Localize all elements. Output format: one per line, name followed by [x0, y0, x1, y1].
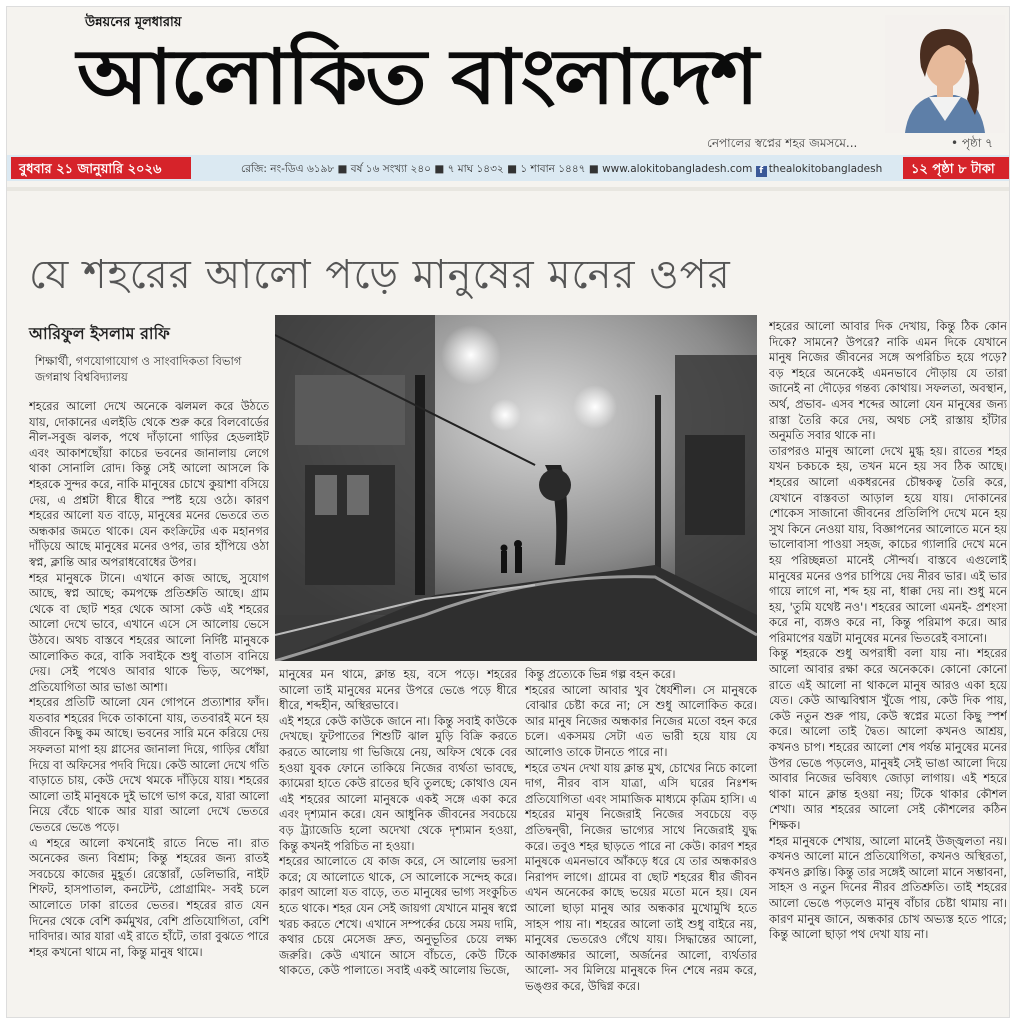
promo-page-number: • পৃষ্ঠা ৭ — [951, 136, 993, 150]
paragraph: তারপরও মানুষ আলো দেখে মুগ্ধ হয়। রাতের শহর যখন চকচকে হয়, তখন মনে হয় সব ঠিক আছে। শহরের আলো একধরনের চৌম্বকত্ব তৈরি করে, যেখানে বাস্তবতা আড়াল হয়ে যায়। দোকানের শোকেস সাজানো জীবনের প্রতিলিপি দেখে মনে হয় সুখ কিনে নেওয়া যায়, বিজ্ঞাপনের আলোতে মনে হয় ভালোবাসা পাওয়া সহজ, কাচের গ্যালারি দেখে মনে হয় পরিচ্ছন্নতা মানেই সৌন্দর্য। বাস্তবে এগুলোই মানুষের মনের ওপর চাপিয়ে দেয় নীরব ভার। এই ভার গায়ে লাগে না, শব্দ হয় না, ধাক্কা দেয় না। শুধু মনে হয়, 'তুমি যথেষ্ট নও'। শহরের আলো এমনই- প্রশংসা করে না, ব্যঙ্গও করে না, কিন্তু পরিমাপ করে। আর পরিমাপের যন্ত্রটা মানুষের মনের ভিতরেই বসানো। — [769, 443, 1007, 645]
author-name: আরিফুল ইসলাম রাফি — [29, 324, 170, 343]
paragraph: শহরে তখন দেখা যায় ক্লান্ত মুখ, চোখের নিচে কালো দাগ, নীরব বাস যাত্রা, এসি ঘরের নিঃশব্দ প্রতিযোগিতা এবং সামাজিক মাধ্যমে কৃত্রিম হাসি। এ শহরের মানুষ নিজেরাই নিজের সবচেয়ে বড় প্রতিদ্বন্দ্বী, নিজের ভাগ্যের সাথে নিজেরাই যুদ্ধ করে। তবুও শহর ছাড়তে পারে না কেউ। কারণ শহর মানুষকে এমনভাবে আঁকড়ে ধরে যে তার অন্ধকারও নিরাপদ লাগে। গ্রামের বা ছোট শহরের ধীর জীবন এখন অনেকের কাছে ভয়ের মতো মনে হয়। যেন আলো ছাড়া মানুষ আর অন্ধকার মুখোমুখি হতে সাহস পায় না। শহরের আলো তাই শুধু বাইরে নয়, মানুষের ভেতরেও গেঁথে যায়। সিদ্ধান্তের আলো, আকাঙ্ক্ষার আলো, অর্জনের আলো, ব্যর্থতার আলো- সব মিলিয়ে মানুষকে দিন শেষে নরম করে, ভঙ্গুর করে, উদ্বিগ্ন করে। — [525, 760, 757, 993]
facebook-handle[interactable]: thealokitobangladesh — [768, 163, 883, 175]
paragraph: শহরের আলো দেখে অনেকে ঝলমল করে উঠতে যায়, দোকানের এলইডি থেকে শুরু করে বিলবোর্ডের নীল-সবুজ ঝলক, পথে দাঁড়ানো গাড়ির হেডলাইট এবং আকাশছোঁয়া কাচের ভবনের জানালায় লেগে থাকা সোনালি রোদ। কিন্তু সেই আলো আসলে কি শহরকে সুন্দর করে, নাকি মানুষের চোখে কুয়াশা বসিয়ে দেয়, এ প্রশ্নটা ধীরে ধীরে স্পষ্ট হয়ে ওঠে। কারণ শহরের আলো যত বাড়ে, মানুষের মনের ভেতরে তত অন্ধকার জমতে থাকে। যেন কংক্রিটের এক মহানগর দাঁড়িয়ে আছে মানুষের মনের ওপর, তার হাঁপিয়ে ওঠা স্বপ্ন, ক্লান্তি আর অপরাধবোধের উপর। — [29, 399, 269, 569]
facebook-icon: f — [756, 166, 767, 177]
article-column-1 — [29, 399, 269, 1018]
paragraph: শহর মানুষকে টানে। এখানে কাজ আছে, সুযোগ আছে, স্বপ্ন আছে; কমপক্ষে প্রতিশ্রুতি আছে। গ্রাম থেকে বা ছোট শহর থেকে আসা কেউ এই শহরের আলো দেখে ভাবে, এখানে এসে সে আলোয় ভেসে উঠবে। অথচ বাস্তবে শহরের আলো নির্দিষ্ট মানুষকে আলোকিত করে, বাকি সবাইকে শুধু বাতাস বানিয়ে দেয়। সেই পথেও আবার থাকে ভিড়, অপেক্ষা, প্রতিযোগিতা আর ভাঙা আশা। — [29, 570, 269, 694]
author-affiliation — [35, 353, 241, 385]
registration-text[interactable]: রেজি: নং-ডিএ ৬১৯৮ ■ বর্ষ ১৬ সংখ্যা ২৪০ ■ ৭ মাঘ ১৪৩২ ■ ১ শাবান ১৪৪৭ ■ www.alokitobangladesh.com — [241, 163, 753, 175]
affiliation-department: শিক্ষার্থী, গণযোগাযোগ ও সাংবাদিকতা বিভাগ — [35, 354, 242, 368]
promo-teaser[interactable]: নেপালের স্বপ্নের শহর জমসমে... — [707, 136, 858, 150]
registration-line — [241, 162, 882, 179]
price-badge: ১২ পৃষ্ঠা ৮ টাকা — [903, 157, 1009, 179]
article-column-3 — [525, 667, 757, 1018]
promo-photo[interactable] — [885, 15, 1005, 133]
article-headline: যে শহরের আলো পড়ে মানুষের মনের ওপর — [29, 252, 731, 298]
paragraph: শহরের আলো আবার দিক দেখায়, কিন্তু ঠিক কোন দিকে? সামনে? উপরে? নাকি এমন দিকে যেখানে মানুষ নিজের জীবনের সঙ্গে অপরিচিত হয়ে পড়ে? বড় শহরে অনেকেই এমনভাবে দৌড়ায় যে তারা জানেই না দৌড়ের গন্তব্য কোথায়। সফলতা, অবস্থান, অর্থ, প্রভাব- এসব শব্দের আলো যেন মানুষের জন্য রাস্তা তৈরি করে দেয়, অথচ সেই রাস্তায় হাঁটার অনুমতি সবার থাকে না। — [769, 319, 1007, 443]
divider — [7, 187, 1010, 191]
paragraph: কিন্তু শহরকে শুধু অপরাধী বলা যায় না। শহরের আলো আবার রক্ষা করে অনেককে। কোনো কোনো রাতে এই আলো না থাকলে মানুষ আরও একা হয়ে যেত। কেউ আত্মবিশ্বাস খুঁজে পায়, কেউ দিক পায়, কেউ নতুন শুরু পায়, কেউ স্বপ্নের মতো কিছু স্পর্শ করে। আলো তাই দ্বৈত। আলো কখনও আশ্রয়, কখনও চাপ। শহরের আলো শেষ পর্যন্ত মানুষের মনের উপর ভেঙে পড়লেও, মানুষই সেই ভাঙা আলো দিয়ে আবার নিজের ভবিষ্যৎ জোড়া লাগায়। এই শহরে থাকা মানে ক্লান্ত হওয়া নয়; টিকে থাকার কৌশল শেখা। আর শহরের আলো সেই কৌশলের কঠিন শিক্ষক। — [769, 646, 1007, 832]
newspaper-page — [6, 6, 1010, 1018]
paragraph: মানুষের মন থামে, ক্লান্ত হয়, বসে পড়ে। শহরের আলো তাই মানুষের মনের উপরে ভেঙে পড়ে ধীরে ধীরে, শব্দহীন, অস্থিরভাবে। — [279, 667, 517, 713]
paragraph: কিন্তু প্রত্যেকে ভিন্ন গল্প বহন করে। — [525, 667, 676, 681]
paragraph: শহরের আলো আবার খুব ধৈর্যশীল। সে মানুষকে বোঝার চেষ্টা করে না; সে শুধু আলোকিত করে। আর মানুষ নিজের অন্ধকার নিজের মতো বহন করে চলে। একসময় সেটা এত ভারী হয়ে যায় যে আলোও তাকে টানতে পারে না। — [525, 682, 757, 759]
article-column-2 — [279, 667, 517, 1018]
affiliation-university: জগন্নাথ বিশ্ববিদ্যালয় — [35, 370, 128, 384]
paragraph: এ শহরে আলো কখনোই রাতে নিভে না। রাত অনেকের জন্য বিশ্রাম; কিন্তু শহরের জন্য রাতই সবচেয়ে কাজের মুহূর্ত। রেস্তোরাঁ, ডেলিভারি, নাইট শিফট, হাসপাতাল, কনটেন্ট, প্রোগ্রামিং- সবই চলে আলোতে ঢাকা রাতের ভেতর। শহরের রাত যেন দিনের থেকে বেশি কর্মমুখর, বেশি প্রতিযোগিতা, বেশি দাবিদার। আর যারা এই রাতে হাঁটে, তারা বুঝতে পারে শহর কখনো থামে না, কিন্তু মানুষ থামে। — [29, 835, 269, 959]
paragraph: শহরের প্রতিটি আলো যেন গোপনে প্রত্যাশার ফাঁদ। যতবার শহরের দিকে তাকানো যায়, ততবারই মনে হয় জীবনে কিছু কম আছে। ভবনের সারি মনে করিয়ে দেয় সফলতা মাপা হয় গ্লাসের জানালা দিয়ে, গাড়ির ধোঁয়া দিয়ে বা অফিসের পদবি দিয়ে। কেউ আলো দেখে গতি বাড়াতে চায়, কেউ দেখে থমকে দাঁড়িয়ে যায়। শহরের আলো তাই মানুষকে দুই ভাগে ভাগ করে, যারা আলো নিয়ে বেঁচে থাকে আর যারা আলো দেখে ভেতরে ভেতরে ভেঙে পড়ে। — [29, 695, 269, 835]
masthead-tagline: উন্নয়নের মূলধারায় — [85, 15, 182, 30]
newspaper-logo[interactable] — [77, 21, 837, 133]
article-column-4 — [769, 319, 1007, 1018]
paragraph: শহর মানুষকে শেখায়, আলো মানেই উজ্জ্বলতা নয়। কখনও আলো মানে প্রতিযোগিতা, কখনও অস্থিরতা, কখনও ক্লান্তি। কিন্তু তার সঙ্গেই আলো মানে সম্ভাবনা, সাহস ও নতুন দিনের নীরব প্রতিশ্রুতি। তাই শহরের আলো ভেঙে পড়লেও মানুষ বাঁচার চেষ্টা থামায় না। কারণ মানুষ জানে, অন্ধকার চোখ অভ্যস্ত হতে পারে; কিন্তু আলো ছাড়া পথ দেখা যায় না। — [769, 833, 1007, 942]
article-photo[interactable] — [275, 315, 757, 661]
paragraph: এই শহরে কেউ কাউকে জানে না। কিন্তু সবাই কাউকে দেখছে। ফুটপাতের শিশুটি ঝাল মুড়ি বিক্রি করতে করতে আলোয় গা ভিজিয়ে নেয়, অফিস থেকে বের হওয়া যুবক ফোনে তাকিয়ে নিজের ব্যর্থতা ভাবছে, ক্যামেরা হাতে কেউ রাতের ছবি তুলছে; কোথাও যেন এই শহরের আলো মানুষকে একই সঙ্গে একা করে এবং দৃশ্যমান করে। যেন আধুনিক জীবনের সবচেয়ে বড় ট্র্যাজেডি হলো অদেখা থেকে দৃশ্যমান হওয়া, কিন্তু কখনই পরিচিত না হওয়া। — [279, 713, 517, 853]
issue-date: বুধবার ২১ জানুয়ারি ২০২৬ — [11, 157, 191, 179]
paragraph: শহরের আলোতে যে কাজ করে, সে আলোয় ভরসা করে; যে আলোতে থাকে, সে আলোকে সন্দেহ করে। কারণ আলো যত বাড়ে, তত মানুষের ভাগ্য সংকুচিত হতে থাকে। শহর যেন সেই জায়গা যেখানে মানুষ স্বপ্নে খরচ করতে শেখে। এখানে সম্পর্কের চেয়ে সময় দামি, কথার চেয়ে মেসেজ দ্রুত, অনুভূতির চেয়ে লক্ষ্য জরুরি। কেউ এখানে আসে বাঁচতে, কেউ টিকে থাকতে, কেউ পালাতে। সবাই একই আলোয় ভিজে, — [279, 854, 517, 978]
logo-text: আলোকিত বাংলাদেশ — [77, 32, 757, 121]
